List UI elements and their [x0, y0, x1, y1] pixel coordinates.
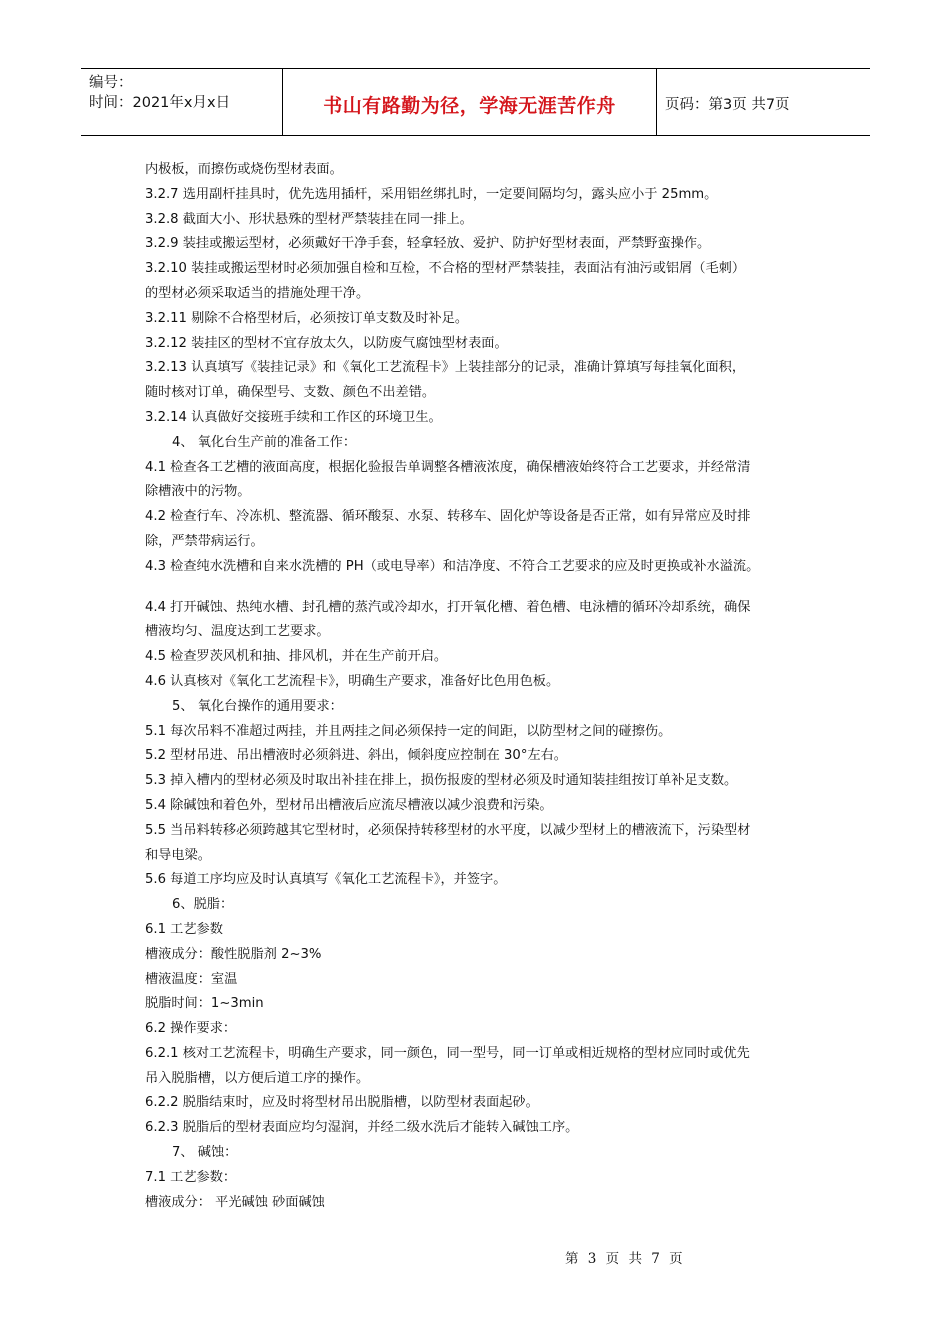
text-line: 3.2.10 装挂或搬运型材时必须加强自检和互检，不合格的型材严禁装挂，表面沾有油污或铝屑（毛刺） — [145, 261, 746, 277]
text-line: 4.5 检查罗茨风机和抽、排风机，并在生产前开启。 — [145, 649, 448, 665]
text-line: 槽液均匀、温度达到工艺要求。 — [145, 624, 330, 640]
text-line: 的型材必须采取适当的措施处理干净。 — [145, 285, 370, 301]
text-line: 4.2 检查行车、冷冻机、整流器、循环酸泵、水泵、转移车、固化炉等设备是否正常，如有异常应及时排 — [145, 509, 751, 525]
text-line: 3.2.13 认真填写《装挂记录》和《氧化工艺流程卡》上装挂部分的记录，准确计算填写每挂氧化面积， — [145, 360, 746, 376]
text-line: 3.2.11 剔除不合格型材后，必须按订单支数及时补足。 — [145, 310, 469, 326]
text-line: 内极板，而擦伤或烧伤型材表面。 — [145, 162, 343, 177]
section-heading: 4、 氧化台生产前的准备工作： — [172, 434, 357, 450]
document-time-label: 时间：2021年x月x日 — [89, 95, 231, 111]
text-line: 5.4 除碱蚀和着色外，型材吊出槽液后应流尽槽液以减少浪费和污染。 — [145, 797, 553, 813]
text-line: 3.2.12 装挂区的型材不宜存放太久，以防废气腐蚀型材表面。 — [145, 335, 508, 351]
text-line: 随时核对订单，确保型号、支数、颜色不出差错。 — [145, 385, 436, 401]
text-line: 槽液成分：酸性脱脂剂 2~3% — [145, 946, 322, 962]
text-line: 槽液成分： 平光碱蚀 砂面碱蚀 — [145, 1194, 325, 1210]
text-line: 除槽液中的污物。 — [145, 484, 251, 500]
document-number-label: 编号： — [89, 75, 133, 91]
text-line: 6.2.1 核对工艺流程卡，明确生产要求，同一颜色，同一型号，同一订单或相近规格的型材应同时或优先 — [145, 1045, 750, 1061]
text-line: 7.1 工艺参数： — [145, 1169, 237, 1185]
header-motto: 书山有路勤为径，学海无涯苦作舟 — [283, 69, 657, 135]
text-line: 4.1 检查各工艺槽的液面高度，根据化验报告单调整各槽液浓度，确保槽液始终符合工艺要求，并经常清 — [145, 459, 751, 475]
text-line: 6.1 工艺参数 — [145, 921, 223, 937]
text-line: 4.3 检查纯水洗槽和自来水洗槽的 PH（或电导率）和洁净度、不符合工艺要求的应及时更换或补水溢流。 — [145, 558, 760, 574]
text-line: 3.2.14 认真做好交接班手续和工作区的环境卫生。 — [145, 409, 442, 425]
text-line: 5.5 当吊料转移必须跨越其它型材时，必须保持转移型材的水平度，以减少型材上的槽液流下，污染型材 — [145, 822, 751, 838]
text-line: 5.2 型材吊进、吊出槽液时必须斜进、斜出，倾斜度应控制在 30°左右。 — [145, 748, 567, 764]
text-line: 脱脂时间：1~3min — [145, 996, 264, 1012]
header-page-info: 页码：第3页 共7页 — [665, 96, 790, 113]
text-line: 槽液温度：室温 — [145, 971, 238, 987]
text-line: 除，严禁带病运行。 — [145, 533, 264, 549]
text-line: 6.2 操作要求： — [145, 1021, 237, 1037]
header-meta-cell — [81, 69, 283, 135]
text-line: 5.3 掉入槽内的型材必须及时取出补挂在排上，损伤报废的型材必须及时通知装挂组按订单补足支数。 — [145, 773, 738, 789]
text-line: 3.2.7 选用副杆挂具时，优先选用插杆，采用铝丝绑扎时，一定要间隔均匀，露头应小于 25mm。 — [145, 186, 718, 202]
section-heading: 5、 氧化台操作的通用要求： — [172, 698, 343, 714]
page-header — [81, 68, 870, 136]
text-line: 和导电梁。 — [145, 847, 211, 863]
text-line: 6.2.3 脱脂后的型材表面应均匀湿润，并经二级水洗后才能转入碱蚀工序。 — [145, 1120, 579, 1136]
text-line: 4.6 认真核对《氧化工艺流程卡》，明确生产要求，准备好比色用色板。 — [145, 673, 560, 689]
page-footer: 第 3 页 共 7 页 — [565, 1251, 684, 1267]
text-line: 5.1 每次吊料不准超过两挂，并且两挂之间必须保持一定的间距，以防型材之间的碰擦伤。 — [145, 723, 672, 739]
blank-line — [145, 580, 810, 596]
section-heading: 7、 碱蚀： — [172, 1145, 238, 1161]
document-body — [145, 158, 810, 1215]
text-line: 3.2.9 装挂或搬运型材，必须戴好干净手套，轻拿轻放、爱护、防护好型材表面，严禁野蛮操作。 — [145, 236, 711, 252]
text-line: 5.6 每道工序均应及时认真填写《氧化工艺流程卡》，并签字。 — [145, 872, 507, 888]
section-heading: 6、脱脂： — [172, 897, 234, 913]
text-line: 吊入脱脂槽，以方便后道工序的操作。 — [145, 1070, 370, 1086]
text-line: 4.4 打开碱蚀、热纯水槽、封孔槽的蒸汽或冷却水，打开氧化槽、着色槽、电泳槽的循环冷却系统，确保 — [145, 599, 751, 615]
text-line: 6.2.2 脱脂结束时，应及时将型材吊出脱脂槽，以防型材表面起砂。 — [145, 1095, 539, 1111]
text-line: 3.2.8 截面大小、形状悬殊的型材严禁装挂在同一排上。 — [145, 211, 473, 227]
